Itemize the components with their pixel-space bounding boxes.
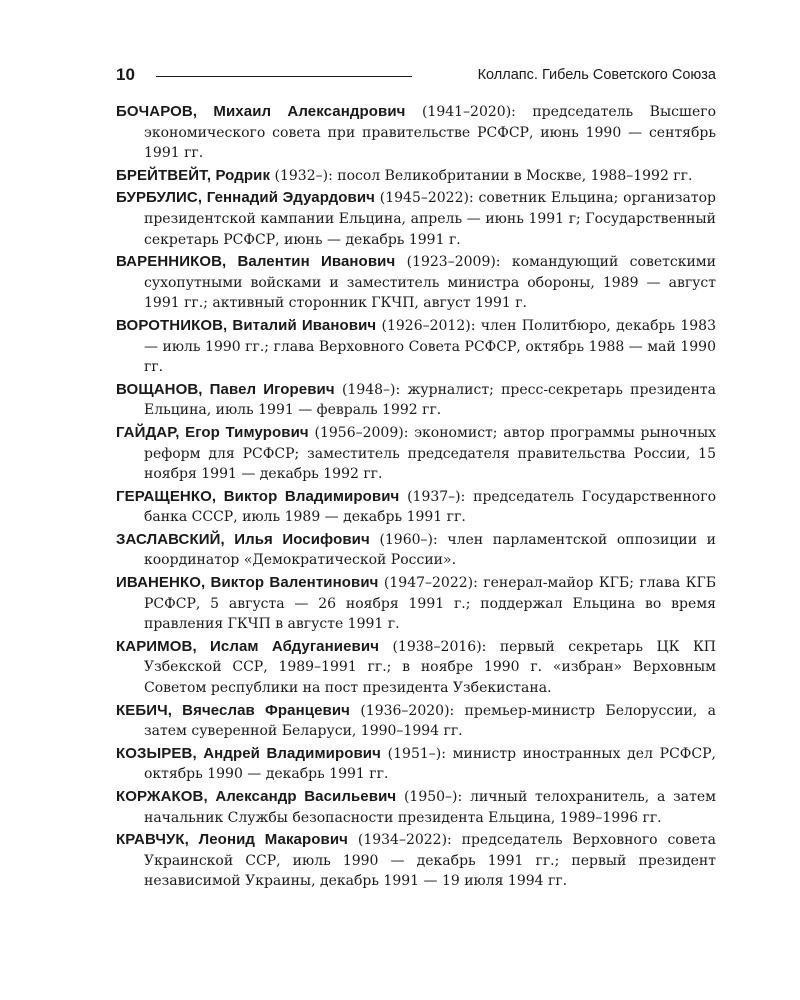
entry-text: (1948–): журналист; пресс-секретарь президента Ельцина, июль 1991 — февраль 1992 гг.: [144, 381, 716, 419]
entry-text: (1941–2020): председатель Высшего экономического совета при правительстве РСФСР, июнь 1990 — сентябрь 1991 гг.: [144, 104, 716, 162]
glossary-entry: [116, 252, 716, 314]
entry-text: (1938–2016): первый секретарь ЦК КП Узбекской ССР, 1989–1991 гг.; в ноябре 1990 г. «избран» Верховным Советом республики на пост президента Узбекистана.: [144, 638, 716, 697]
entry-name: КРАВЧУК, Леонид Макарович: [116, 831, 348, 849]
entry-text: (1926–2012): член Политбюро, декабрь 1983 — июль 1990 гг.; глава Верховного Совета РСФСР, октябрь 1988 — май 1990 гг.: [144, 317, 716, 376]
glossary-entry: [116, 637, 716, 699]
glossary-entry: [116, 830, 716, 892]
entry-text: (1923–2009): командующий советскими сухопутными войсками и заместитель министра обороны, 1989 — август 1991 гг.; активный сторонник ГКЧП, август 1991 г.: [144, 254, 716, 312]
glossary-entry: [116, 166, 716, 187]
glossary-entry: [116, 487, 716, 528]
glossary-entry: [116, 423, 716, 485]
entry-name: КОРЖАКОВ, Александр Васильевич: [116, 788, 397, 805]
entry-name: ВОЩАНОВ, Павел Игоревич: [116, 380, 335, 398]
entry-name: КОЗЫРЕВ, Андрей Владимирович: [116, 744, 381, 762]
entry-text: (1945–2022): советник Ельцина; организатор президентской кампании Ельцина, апрель — июнь 1991 г; Государственный секретарь РСФСР, июнь — декабрь 1991 г.: [144, 190, 716, 248]
entry-text: (1950–): личный телохранитель, а затем начальник Службы безопасности президента Ельцина, 1989–1996 гг.: [144, 789, 717, 826]
header-rule: [156, 76, 412, 77]
entry-text: (1936–2020): премьер-министр Белоруссии, а затем суверенной Беларуси, 1990–1994 гг.: [144, 702, 716, 740]
glossary-entry: [116, 787, 716, 828]
page-number: 10: [116, 65, 135, 84]
glossary-entry: [116, 701, 716, 742]
entry-text: (1937–): председатель Государственного банка СССР, июль 1989 — декабрь 1991 гг.: [144, 488, 717, 526]
entry-name: ГЕРАЩЕНКО, Виктор Владимирович: [116, 487, 400, 505]
entry-text: (1951–): министр иностранных дел РСФСР, октябрь 1990 — декабрь 1991 гг.: [144, 745, 717, 783]
running-head: [116, 62, 716, 88]
glossary-entry: [116, 573, 716, 635]
entry-text: (1956–2009): экономист; автор программы рыночных реформ для РСФСР; заместитель председателя правительства России, 15 ноября 1991 — декабрь 1992 гг.: [144, 424, 716, 483]
entry-name: ИВАНЕНКО, Виктор Валентинович: [116, 574, 379, 592]
glossary-entry: [116, 380, 716, 421]
entry-name: КЕБИЧ, Вячеслав Францевич: [116, 701, 350, 719]
glossary-list: [116, 102, 716, 892]
glossary-entry: [116, 188, 716, 250]
entry-text: (1960–): член парламентской оппозиции и координатор «Демократической России».: [144, 531, 716, 569]
entry-name: ЗАСЛАВСКИЙ, Илья Иосифович: [116, 530, 370, 548]
entry-text: (1934–2022): председатель Верховного совета Украинской ССР, июль 1990 — декабрь 1991 гг.; первый президент независимой Украины, декабрь 1991 — 19 июля 1994 гг.: [144, 832, 716, 890]
glossary-entry: [116, 744, 716, 785]
glossary-entry: [116, 530, 716, 571]
glossary-entry: [116, 102, 716, 164]
entry-name: БУРБУЛИС, Геннадий Эдуардович: [116, 189, 375, 207]
glossary-entry: [116, 316, 716, 378]
entry-name: БРЕЙТВЕЙТ, Родрик: [116, 166, 271, 184]
running-title: Коллапс. Гибель Советского Союза: [477, 67, 716, 83]
entry-text: (1947–2022): генерал-майор КГБ; глава КГБ РСФСР, 5 августа — 26 ноября 1991 г.; поддержал Ельцина во время правления ГКЧП в августе 1991 г.: [144, 575, 717, 633]
entry-name: БОЧАРОВ, Михаил Александрович: [116, 103, 406, 120]
entry-name: КАРИМОВ, Ислам Абдуганиевич: [116, 637, 380, 655]
entry-name: ВАРЕННИКОВ, Валентин Иванович: [116, 253, 396, 271]
entry-text: (1932–): посол Великобритании в Москве, 1988–1992 гг.: [274, 167, 693, 184]
entry-name: ГАЙДАР, Егор Тимурович: [116, 423, 309, 441]
book-page: [116, 62, 716, 894]
entry-name: ВОРОТНИКОВ, Виталий Иванович: [116, 316, 377, 334]
